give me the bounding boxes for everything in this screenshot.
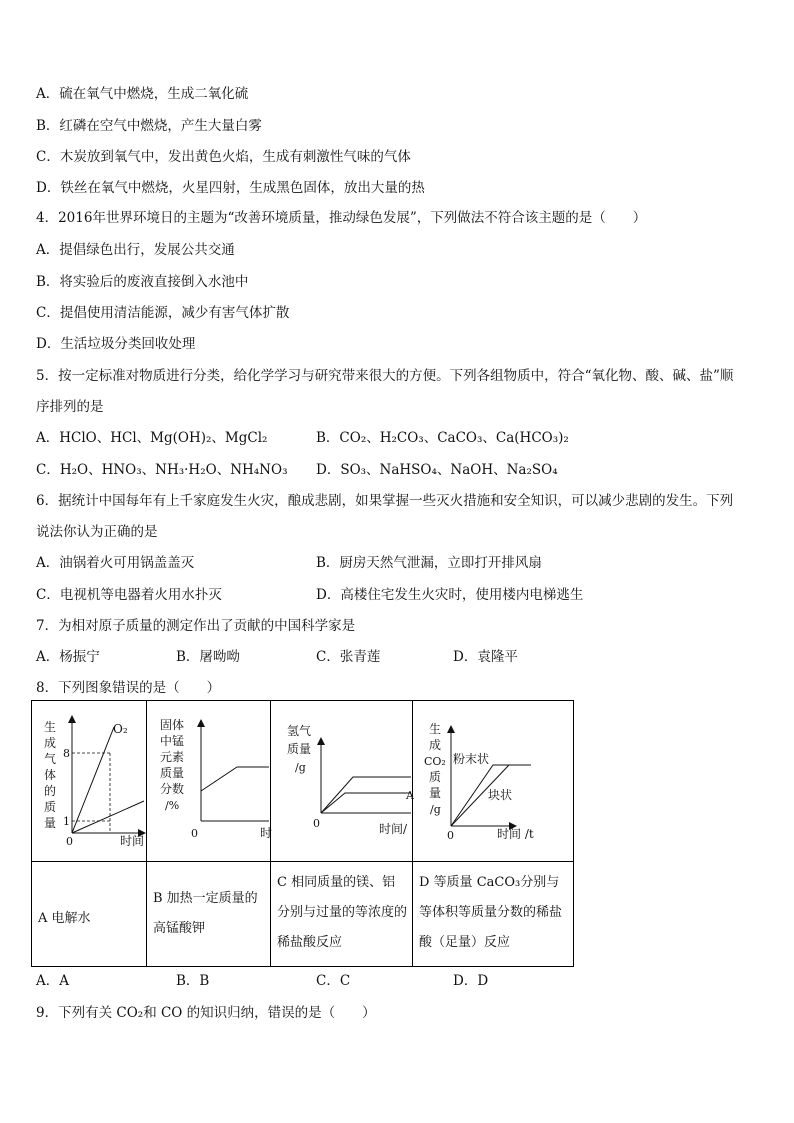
q5-stem-line1: 5．按一定标准对物质进行分类，给化学学习与研究带来很大的方便。下列各组物质中，符合“氧化物、酸、碱、盐”顺 [36, 368, 734, 384]
graph-b-xlabel: 时 [260, 826, 273, 840]
q6-stem-line2: 说法你认为正确的是 [36, 524, 158, 540]
graph-d-ylabel-2: 成 [429, 738, 442, 752]
q8-option-d: D．D [453, 973, 489, 989]
q3-option-d: D．铁丝在氧气中燃烧，火星四射，生成黑色固体，放出大量的热 [36, 180, 425, 196]
graph-c-curve-2 [321, 793, 411, 813]
graph-d-ylabel-5: 量 [429, 786, 442, 800]
graph-b-ylabel-2: 中锰 [160, 734, 185, 748]
graph-b-ylabel-1: 固体 [160, 718, 185, 732]
q7-option-a: A．杨振宁 [36, 649, 100, 665]
caption-b: B 加热一定质量的高锰酸钾 [153, 891, 258, 936]
q5-option-a: A．HClO、HCl、Mg(OH)₂、MgCl₂ [36, 430, 268, 446]
graph-a-ylabel-6: 质 [44, 800, 57, 814]
graph-d-label-block: 块状 [488, 788, 513, 802]
graph-a-ylabel-7: 量 [44, 816, 57, 830]
q8-stem: 8．下列图象错误的是（ ） [36, 680, 221, 696]
graph-d [413, 701, 573, 857]
q8-figure-table [31, 700, 574, 967]
graph-a-ylabel-5: 的 [44, 784, 57, 798]
graph-a-ylabel-4: 体 [44, 768, 57, 782]
graph-a-ylabel-2: 成 [44, 736, 57, 750]
q5-option-d: D．SO₃、NaHSO₄、NaOH、Na₂SO₄ [316, 462, 558, 478]
q3-option-b: B．红磷在空气中燃烧，产生大量白雾 [36, 118, 262, 134]
q8-option-c: C．C [316, 973, 351, 989]
graph-d-ylabel-3: CO₂ [424, 755, 446, 768]
graph-a-tick-8: 8 [63, 747, 70, 760]
graph-c-curve-1 [321, 777, 411, 813]
caption-a: A 电解水 [38, 911, 91, 926]
q9-stem: 9．下列有关 CO₂和 CO 的知识归纳，错误的是（ ） [36, 1005, 376, 1021]
graph-d-label-powder: 粉末状 [453, 752, 490, 766]
graph-a-curve-label: O₂ [113, 722, 128, 736]
q4-stem: 4．2016年世界环境日的主题为“改善环境质量，推动绿色发展”，下列做法不符合该主题的是（ ） [36, 210, 647, 226]
graph-b [147, 701, 273, 857]
q7-option-c: C．张青莲 [316, 649, 381, 665]
caption-c: C 相同质量的镁、铝分别与过量的等浓度的稀盐酸反应 [277, 875, 408, 950]
caption-d: D 等质量 CaCO₃分别与等体积等质量分数的稀盐酸（足量）反应 [419, 875, 563, 950]
graph-b-ylabel-4: 质量 [160, 766, 185, 780]
q7-option-b: B．屠呦呦 [176, 649, 240, 665]
q3-option-a: A．硫在氧气中燃烧，生成二氧化硫 [36, 86, 249, 102]
graph-c-ylabel-1: 氢气 [287, 724, 312, 738]
graph-d-ylabel-6: /g [430, 803, 441, 816]
q7-stem: 7．为相对原子质量的测定作出了贡献的中国科学家是 [36, 618, 356, 634]
q4-option-b: B．将实验后的废液直接倒入水池中 [36, 274, 249, 290]
q6-option-c: C．电视机等电器着火用水扑灭 [36, 587, 222, 603]
graph-b-ylabel-6: /% [165, 799, 180, 812]
graph-a-origin: 0 [66, 835, 73, 848]
graph-b-ylabel-3: 元素 [160, 750, 185, 764]
q6-option-a: A．油锅着火可用锅盖盖灭 [36, 555, 195, 571]
q4-option-a: A．提倡绿色出行，发展公共交通 [36, 242, 235, 258]
graph-a-tick-1: 1 [63, 815, 70, 828]
q6-option-b: B．厨房天然气泄漏，立即打开排风扇 [316, 555, 542, 571]
q8-option-b: B．B [176, 973, 210, 989]
q8-option-a: A．A [36, 973, 69, 989]
graph-d-xlabel: 时间 /t [497, 827, 534, 841]
graph-a [32, 701, 146, 857]
graph-c-origin: 0 [313, 817, 320, 830]
graph-d-ylabel-4: 质 [429, 770, 442, 784]
graph-b-ylabel-5: 分数 [160, 782, 185, 796]
graph-b-origin: 0 [191, 827, 198, 840]
q5-option-b: B．CO₂、H₂CO₃、CaCO₃、Ca(HCO₃)₂ [316, 430, 569, 446]
graph-a-cell [32, 701, 147, 862]
graph-a-ylabel-3: 气 [44, 752, 57, 766]
graph-c-xlabel: 时间/ [379, 822, 408, 836]
q5-stem-line2: 序排列的是 [36, 399, 104, 415]
graph-d-cell [413, 701, 574, 862]
graph-b-cell [147, 701, 271, 862]
q7-option-d: D．袁隆平 [453, 649, 518, 665]
graph-a-xlabel: 时间 [120, 834, 145, 848]
graph-c [271, 701, 412, 857]
graph-a-ylabel-1: 生 [44, 720, 57, 734]
q5-option-c: C．H₂O、HNO₃、NH₃·H₂O、NH₄NO₃ [36, 462, 288, 478]
graph-c-curve-label: A [406, 789, 414, 802]
graph-d-ylabel-1: 生 [429, 722, 442, 736]
graph-c-cell [271, 701, 413, 862]
graph-b-curve [201, 767, 269, 791]
q6-stem-line1: 6．据统计中国每年有上千家庭发生火灾，酿成悲剧，如果掌握一些灭火措施和安全知识，可以减少悲剧的发生。下列 [36, 493, 734, 509]
q4-option-d: D．生活垃圾分类回收处理 [36, 336, 196, 352]
graph-c-ylabel-2: 质量 [287, 742, 312, 756]
graph-d-origin: 0 [447, 829, 454, 842]
graph-c-ylabel-3: /g [295, 761, 306, 774]
q4-option-c: C．提倡使用清洁能源，减少有害气体扩散 [36, 305, 290, 321]
q3-option-c: C．木炭放到氧气中，发出黄色火焰，生成有刺激性气味的气体 [36, 149, 411, 165]
q6-option-d: D．高楼住宅发生火灾时，使用楼内电梯逃生 [316, 587, 584, 603]
